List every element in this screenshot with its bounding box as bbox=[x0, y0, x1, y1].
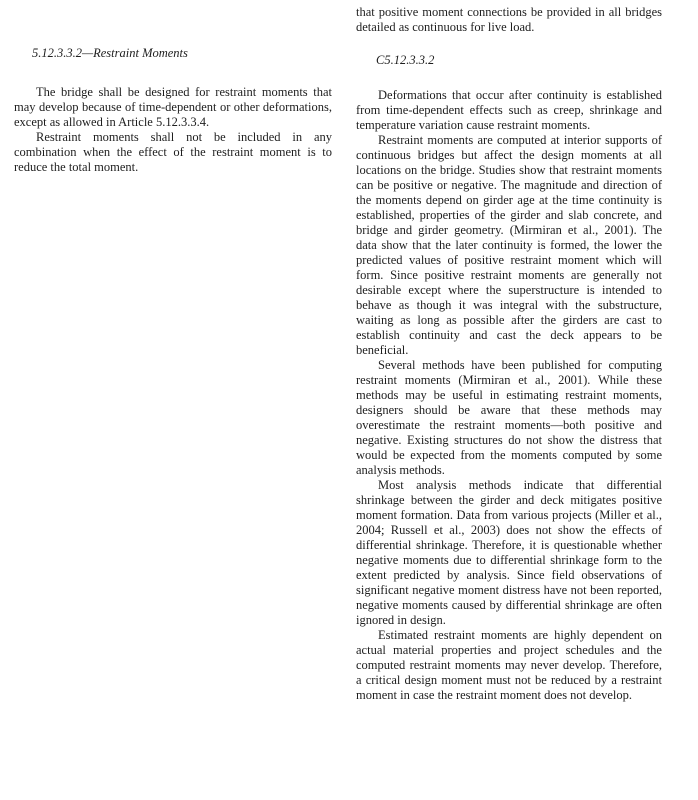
commentary-body bbox=[356, 88, 662, 703]
paragraph: Most analysis methods indicate that differential shrinkage between the girder and deck mitigates positive moment formation. Data from various projects (Miller et al., 2004; Russell et al., 2003) does not show the effects of differential shrinkage. Therefore, it is questionable whether negative moments due to differential shrinkage form to the extent predicted by analysis. Since field observations of significant negative moment distress have not been reported, negative moments caused by differential shrinkage are often ignored in design. bbox=[356, 478, 662, 627]
paragraph: Restraint moments are computed at interior supports of continuous bridges but affect the design moments at all locations on the bridge. Studies show that restraint moments can be positive or negative. The magnitude and direction of the moments depend on girder age at the time continuity is established, properties of the girder and slab concrete, and bridge and girder geometry. (Mirmiran et al., 2001). The data show that the later continuity is formed, the lower the predicted values of positive restraint moment which will form. Since positive restraint moments are generally not desirable except where the superstructure is intended to behave as though it was integral with the substructure, waiting as long as possible after the girders are cast to establish continuity and cast the deck appears to be beneficial. bbox=[356, 133, 662, 357]
paragraph: Several methods have been published for computing restraint moments (Mirmiran et al., 2001). While these methods may be useful in estimating restraint moments, designers should be aware that these methods may overestimate the restraint moments—both positive and negative. Existing structures do not show the distress that would be expected from the moments computed by some analysis methods. bbox=[356, 358, 662, 477]
specification-body bbox=[14, 85, 332, 175]
commentary-heading: C5.12.3.3.2 bbox=[376, 53, 435, 67]
paragraph: The bridge shall be designed for restraint moments that may develop because of time-dependent or other deformations, except as allowed in Article 5.12.3.3.4. bbox=[14, 85, 332, 129]
section-heading: 5.12.3.3.2—Restraint Moments bbox=[32, 46, 188, 60]
continued-paragraph: that positive moment connections be provided in all bridges detailed as continuous for live load. bbox=[356, 5, 662, 34]
paragraph: Estimated restraint moments are highly dependent on actual material properties and project schedules and the computed restraint moments may never develop. Therefore, a critical design moment must not be reduced by a restraint moment in case the restraint moment does not develop. bbox=[356, 628, 662, 702]
paragraph: Restraint moments shall not be included in any combination when the effect of the restraint moment is to reduce the total moment. bbox=[14, 130, 332, 174]
paragraph: Deformations that occur after continuity is established from time-dependent effects such as creep, shrinkage and temperature variation cause restraint moments. bbox=[356, 88, 662, 132]
